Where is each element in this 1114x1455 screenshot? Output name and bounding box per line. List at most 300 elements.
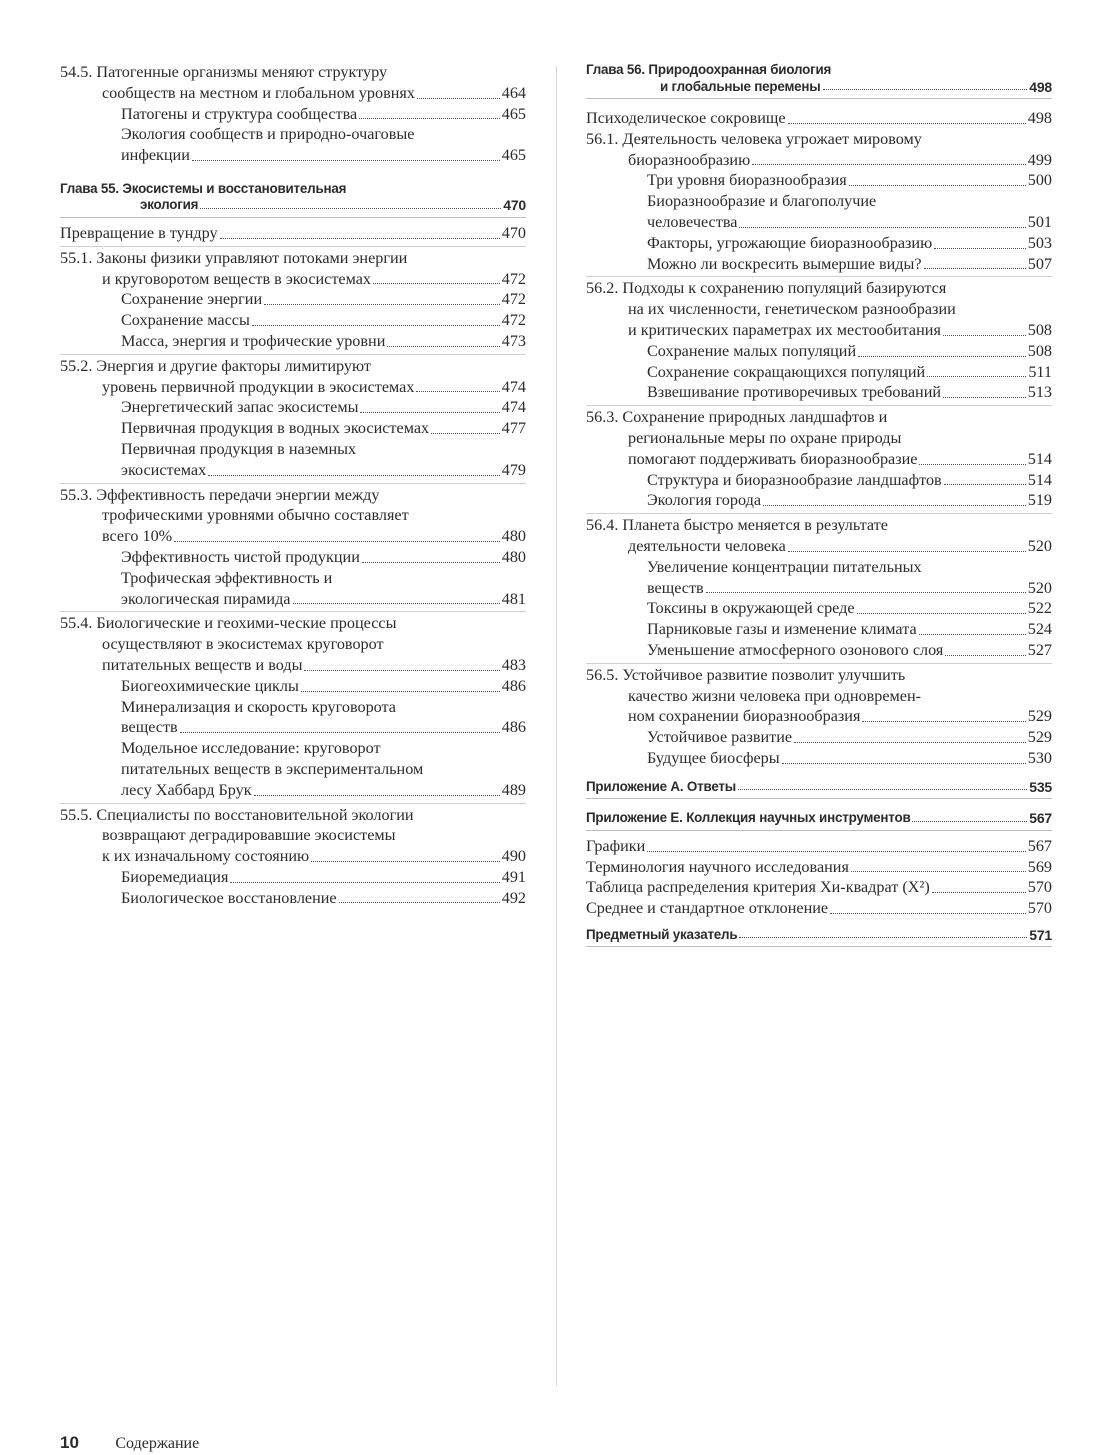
chapter-title: Приложение Е. Коллекция научных инструментов [586, 810, 911, 826]
toc-line [586, 598, 1052, 619]
toc-line [60, 846, 526, 867]
dot-leader [387, 346, 499, 347]
toc-title: Можно ли воскресить вымершие виды? [647, 254, 922, 273]
toc-title: осуществляют в экосистемах круговорот [102, 635, 384, 654]
dot-leader [200, 208, 501, 209]
toc-title: всего 10% [102, 527, 173, 546]
toc-title: деятельности человека [628, 536, 786, 555]
toc-subsection[interactable] [586, 619, 1052, 640]
toc-section[interactable] [60, 246, 526, 290]
page-number: 489 [501, 780, 526, 799]
toc-title: Уменьшение атмосферного озонового слоя [647, 640, 944, 659]
toc-title: 55.2. Энергия и другие факторы лимитируют [60, 356, 371, 375]
appendix-heading[interactable] [586, 779, 1052, 800]
toc-left-column [60, 62, 526, 908]
toc-title: Сохранение сокращающихся популяций [647, 362, 926, 381]
toc-line [586, 515, 1052, 536]
dot-leader [208, 475, 500, 476]
toc-intro[interactable] [586, 108, 1052, 129]
toc-line [60, 269, 526, 290]
toc-line [586, 877, 1052, 898]
toc-line [586, 927, 1052, 944]
toc-title: 56.4. Планета быстро меняется в результате [586, 516, 888, 535]
dot-leader [945, 655, 1025, 656]
toc-line [586, 536, 1052, 557]
column-divider [556, 66, 557, 1386]
dot-leader [924, 268, 1026, 269]
toc-line [60, 697, 526, 718]
toc-title: ном сохранении биоразнообразия [628, 707, 861, 726]
toc-subsection[interactable] [60, 331, 526, 352]
dot-leader [301, 691, 500, 692]
toc-title: Биоразнообразие и благополучие [647, 192, 877, 211]
dot-leader [647, 851, 1025, 852]
toc-line [60, 377, 526, 398]
page-number: 520 [1027, 536, 1052, 555]
toc-entry[interactable] [586, 877, 1052, 898]
toc-line [586, 170, 1052, 191]
dot-leader [857, 613, 1026, 614]
toc-title: Взвешивание противоречивых требований [647, 383, 942, 402]
toc-line [60, 197, 526, 214]
toc-line [60, 676, 526, 697]
dot-leader [934, 248, 1026, 249]
dot-leader [416, 391, 499, 392]
toc-title: 55.1. Законы физики управляют потоками энергии [60, 248, 408, 267]
toc-line [60, 805, 526, 826]
toc-title: Сохранение массы [121, 311, 250, 330]
spacer [60, 166, 526, 181]
toc-subsection[interactable] [586, 557, 1052, 599]
dot-leader [738, 789, 1027, 790]
toc-line [586, 449, 1052, 470]
toc-subsection[interactable] [60, 397, 526, 418]
toc-title: Будущее биосферы [647, 748, 780, 767]
dot-leader [739, 227, 1025, 228]
toc-section[interactable] [60, 611, 526, 675]
toc-section[interactable] [586, 405, 1052, 469]
page-number: 570 [1027, 899, 1052, 918]
dot-leader [180, 732, 500, 733]
dot-leader [794, 742, 1026, 743]
dot-leader [943, 397, 1026, 398]
toc-line [60, 825, 526, 846]
toc-title: 56.3. Сохранение природных ландшафтов и [586, 408, 888, 427]
toc-line [586, 727, 1052, 748]
toc-title: Патогены и структура сообщества [121, 104, 358, 123]
toc-subsection[interactable] [60, 310, 526, 331]
toc-line [60, 104, 526, 125]
toc-title: человечества [647, 212, 738, 231]
toc-line [586, 233, 1052, 254]
toc-title: Графики [586, 836, 646, 855]
toc-subsection[interactable] [60, 124, 526, 166]
toc-title: Токсины в окружающей среде [647, 599, 855, 618]
toc-title: Экология города [647, 491, 762, 510]
toc-title: лесу Хаббард Брук [121, 780, 252, 799]
toc-title: 56.1. Деятельность человека угрожает мировому [586, 129, 922, 148]
dot-leader [927, 376, 1026, 377]
page-number: 486 [501, 676, 526, 695]
dot-leader [264, 304, 500, 305]
toc-title: Увеличение концентрации питательных [647, 557, 922, 576]
dot-leader [311, 861, 500, 862]
dot-leader [254, 795, 500, 796]
page-number: 520 [1027, 578, 1052, 597]
chapter-title: Глава 55. Экосистемы и восстановительная [60, 180, 347, 196]
page-number: 486 [501, 718, 526, 737]
toc-subsection[interactable] [586, 191, 1052, 233]
dot-leader [739, 937, 1027, 938]
toc-section[interactable] [60, 803, 526, 867]
toc-line [586, 619, 1052, 640]
dot-leader [849, 185, 1026, 186]
page-number: 480 [501, 547, 526, 566]
toc-title: Экология сообществ и природно-очаговые [121, 125, 415, 144]
page-number: 464 [501, 83, 526, 102]
toc-line [60, 634, 526, 655]
page-number: 470 [501, 223, 526, 242]
dot-leader [944, 484, 1026, 485]
toc-line [586, 299, 1052, 320]
toc-line [60, 613, 526, 634]
dot-leader [431, 433, 500, 434]
dot-leader [862, 721, 1025, 722]
page-footer [60, 1433, 199, 1453]
toc-title: Минерализация и скорость круговорота [121, 697, 396, 716]
toc-title: Трофическая эффективность и [121, 568, 333, 587]
toc-subsection[interactable] [60, 697, 526, 739]
toc-line [60, 331, 526, 352]
dot-leader [174, 541, 500, 542]
toc-title: Устойчивое развитие [647, 728, 793, 747]
toc-line [586, 62, 1052, 79]
toc-line [586, 640, 1052, 661]
toc-title: питательных веществ и воды [102, 655, 303, 674]
toc-subsection[interactable] [60, 867, 526, 888]
toc-line [60, 181, 526, 198]
toc-title: уровень первичной продукции в экосистемах [102, 377, 415, 396]
dot-leader [788, 551, 1026, 552]
dot-leader [919, 464, 1025, 465]
toc-title: Превращение в тундру [60, 223, 218, 242]
toc-line [586, 108, 1052, 129]
page-number: 513 [1027, 383, 1052, 402]
dot-leader [912, 821, 1027, 822]
dot-leader [932, 892, 1026, 893]
toc-line [586, 857, 1052, 878]
page-number: 514 [1027, 470, 1052, 489]
toc-title: помогают поддерживать биоразнообразие [628, 449, 918, 468]
page-number: 474 [501, 398, 526, 417]
toc-title: трофическими уровнями обычно составляет [102, 506, 409, 525]
dot-leader [293, 603, 500, 604]
page-number: 472 [501, 269, 526, 288]
toc-title: Среднее и стандартное отклонение [586, 899, 829, 918]
page-number: 530 [1027, 748, 1052, 767]
toc-line [60, 888, 526, 909]
page-number: 491 [501, 867, 526, 886]
dot-leader [220, 238, 500, 239]
toc-line [586, 706, 1052, 727]
toc-line [586, 779, 1052, 796]
toc-line [586, 382, 1052, 403]
toc-line [60, 124, 526, 145]
toc-line [60, 717, 526, 738]
toc-line [586, 428, 1052, 449]
toc-line [586, 191, 1052, 212]
toc-title: Биогеохимические циклы [121, 676, 299, 695]
toc-line [586, 836, 1052, 857]
toc-subsection[interactable] [586, 170, 1052, 191]
page-number: 498 [1027, 109, 1052, 127]
toc-line [586, 150, 1052, 171]
toc-line [586, 362, 1052, 383]
toc-right-column [586, 62, 1052, 952]
spacer [586, 769, 1052, 779]
dot-leader [788, 123, 1026, 124]
toc-line [586, 278, 1052, 299]
toc-entry[interactable] [586, 836, 1052, 857]
toc-line [586, 898, 1052, 919]
toc-line [586, 79, 1052, 96]
toc-line [60, 526, 526, 547]
toc-subsection[interactable] [586, 233, 1052, 254]
toc-line [60, 248, 526, 269]
toc-title: 56.2. Подходы к сохранению популяций базируются [586, 279, 947, 298]
toc-line [60, 83, 526, 104]
dot-leader [304, 670, 499, 671]
toc-title: 55.3. Эффективность передачи энергии между [60, 485, 380, 504]
toc-title: питательных веществ в экспериментальном [121, 759, 424, 778]
dot-leader [782, 763, 1026, 764]
toc-line [586, 212, 1052, 233]
toc-title: Психоделическое сокровище [586, 109, 786, 127]
chapter-title: Предметный указатель [586, 926, 738, 942]
page-number: 465 [501, 146, 526, 165]
toc-line [586, 578, 1052, 599]
toc-line [586, 490, 1052, 511]
page-number: 529 [1027, 728, 1052, 747]
toc-line [60, 223, 526, 244]
chapter-title: экология [140, 197, 199, 213]
toc-title: Структура и биоразнообразие ландшафтов [647, 470, 942, 489]
page-number: 472 [501, 311, 526, 330]
toc-title: инфекции [121, 146, 190, 165]
page-number: 567 [1027, 836, 1052, 855]
footer-label: Содержание [115, 1435, 200, 1452]
dot-leader [373, 283, 500, 284]
dot-leader [943, 335, 1026, 336]
page-number: 567 [1029, 810, 1052, 827]
toc-subsection[interactable] [586, 490, 1052, 511]
dot-leader [417, 98, 500, 99]
toc-subsection[interactable] [586, 254, 1052, 275]
page-number: 465 [501, 104, 526, 123]
toc-subsection[interactable] [586, 382, 1052, 403]
toc-subsection[interactable] [586, 727, 1052, 748]
toc-subsection[interactable] [60, 568, 526, 610]
toc-title: региональные меры по охране природы [628, 428, 902, 447]
toc-subsection[interactable] [586, 362, 1052, 383]
toc-subsection[interactable] [60, 418, 526, 439]
toc-subsection[interactable] [586, 748, 1052, 769]
toc-line [60, 867, 526, 888]
page-number: 474 [501, 377, 526, 396]
dot-leader [830, 913, 1026, 914]
toc-subsection[interactable] [60, 104, 526, 125]
appendix-heading[interactable] [586, 810, 1052, 831]
toc-title: веществ [647, 578, 704, 597]
toc-line [60, 356, 526, 377]
page-number: 470 [503, 197, 526, 214]
chapter-heading[interactable] [586, 62, 1052, 99]
toc-line [60, 759, 526, 780]
toc-line [60, 460, 526, 481]
page-number: 500 [1027, 171, 1052, 190]
toc-line [586, 254, 1052, 275]
toc-line [60, 310, 526, 331]
toc-title: 56.5. Устойчивое развитие позволит улучшить [586, 665, 906, 684]
toc-section[interactable] [586, 129, 1052, 171]
page-number: 569 [1027, 857, 1052, 876]
page-number: 479 [501, 460, 526, 479]
toc-subsection[interactable] [60, 738, 526, 800]
dot-leader [359, 118, 500, 119]
toc-subsection[interactable] [586, 640, 1052, 661]
dot-leader [858, 356, 1026, 357]
page-number: 529 [1027, 707, 1052, 726]
toc-entry[interactable] [586, 898, 1052, 919]
toc-subsection[interactable] [586, 470, 1052, 491]
dot-leader [823, 89, 1028, 90]
toc-line [586, 557, 1052, 578]
toc-title: Таблица распределения критерия Хи-квадрат (Х²) [586, 878, 930, 897]
page-number: 508 [1027, 341, 1052, 360]
page-number: 508 [1027, 320, 1052, 339]
toc-title: Терминология научного исследования [586, 857, 849, 876]
page-number: 571 [1029, 926, 1052, 943]
toc-line [586, 686, 1052, 707]
dot-leader [919, 634, 1026, 635]
toc-subsection[interactable] [60, 289, 526, 310]
page-number: 519 [1027, 491, 1052, 510]
toc-title: экосистемах [121, 460, 207, 479]
toc-line [60, 780, 526, 801]
toc-title: Три уровня биоразнообразия [647, 171, 847, 190]
page-number: 501 [1027, 212, 1052, 231]
dot-leader [339, 902, 500, 903]
toc-line [586, 748, 1052, 769]
toc-title: сообществ на местном и глобальном уровнях [102, 83, 415, 102]
page-number: 524 [1027, 620, 1052, 639]
toc-title: биоразнообразию [628, 150, 751, 169]
toc-title: Модельное исследование: круговорот [121, 739, 381, 758]
toc-subsection[interactable] [586, 598, 1052, 619]
page-number: 477 [501, 419, 526, 438]
toc-line [586, 341, 1052, 362]
toc-section[interactable] [60, 483, 526, 547]
toc-title: и круговоротом веществ в экосистемах [102, 269, 372, 288]
page-number: 503 [1027, 233, 1052, 252]
toc-section[interactable] [586, 663, 1052, 727]
page-number: 570 [1027, 878, 1052, 897]
toc-line [60, 145, 526, 166]
toc-title: на их численности, генетическом разнообразии [628, 300, 956, 319]
toc-title: веществ [121, 718, 178, 737]
toc-entry[interactable] [586, 857, 1052, 878]
toc-subsection[interactable] [60, 888, 526, 909]
page-number: 483 [501, 655, 526, 674]
toc-line [60, 485, 526, 506]
chapter-heading[interactable] [60, 181, 526, 218]
toc-title: Энергетический запас экосистемы [121, 398, 359, 417]
toc-line [586, 129, 1052, 150]
toc-line [60, 547, 526, 568]
page-number: 499 [1027, 150, 1052, 169]
toc-section[interactable] [60, 354, 526, 398]
page-number: 527 [1027, 640, 1052, 659]
toc-subsection[interactable] [586, 341, 1052, 362]
toc-section[interactable] [586, 276, 1052, 340]
toc-line [60, 418, 526, 439]
page-number: 514 [1027, 449, 1052, 468]
dot-leader [362, 562, 500, 563]
dot-leader [252, 325, 500, 326]
toc-title: 55.4. Биологические и геохими-ческие процессы [60, 614, 397, 633]
toc-title: Сохранение малых популяций [647, 341, 857, 360]
dot-leader [360, 412, 499, 413]
toc-title: Биоремедиация [121, 867, 229, 886]
toc-subsection[interactable] [60, 547, 526, 568]
toc-title: к их изначальному состоянию [102, 847, 310, 866]
toc-subsection[interactable] [60, 439, 526, 481]
page-number: 472 [501, 290, 526, 309]
toc-title: 54.5. Патогенные организмы меняют структуру [60, 63, 388, 81]
footer-page-number: 10 [60, 1433, 79, 1452]
toc-title: и критических параметрах их местообитания [628, 320, 941, 339]
toc-title: Биологическое восстановление [121, 888, 337, 907]
page-number: 511 [1028, 362, 1052, 381]
toc-line [586, 665, 1052, 686]
page-number: 480 [501, 527, 526, 546]
toc-title: Масса, энергия и трофические уровни [121, 331, 386, 350]
toc-line [586, 470, 1052, 491]
toc-line [60, 505, 526, 526]
dot-leader [763, 505, 1026, 506]
page-number: 498 [1029, 78, 1052, 95]
toc-section[interactable] [60, 62, 526, 104]
page-number: 535 [1029, 778, 1052, 795]
dot-leader [851, 871, 1026, 872]
page-number: 492 [501, 888, 526, 907]
page-number: 507 [1027, 254, 1052, 273]
toc-line [60, 655, 526, 676]
toc-title: Первичная продукция в наземных [121, 439, 357, 458]
spacer [586, 919, 1052, 927]
index-heading[interactable] [586, 927, 1052, 948]
chapter-title: Глава 56. Природоохранная биология [586, 62, 832, 77]
page-number: 481 [501, 589, 526, 608]
toc-section[interactable] [586, 513, 1052, 557]
toc-line [60, 62, 526, 83]
toc-title: Парниковые газы и изменение климата [647, 620, 917, 639]
toc-subsection[interactable] [60, 676, 526, 697]
toc-line [60, 568, 526, 589]
toc-intro[interactable] [60, 223, 526, 244]
page-number: 490 [501, 847, 526, 866]
chapter-title: Приложение А. Ответы [586, 778, 737, 794]
